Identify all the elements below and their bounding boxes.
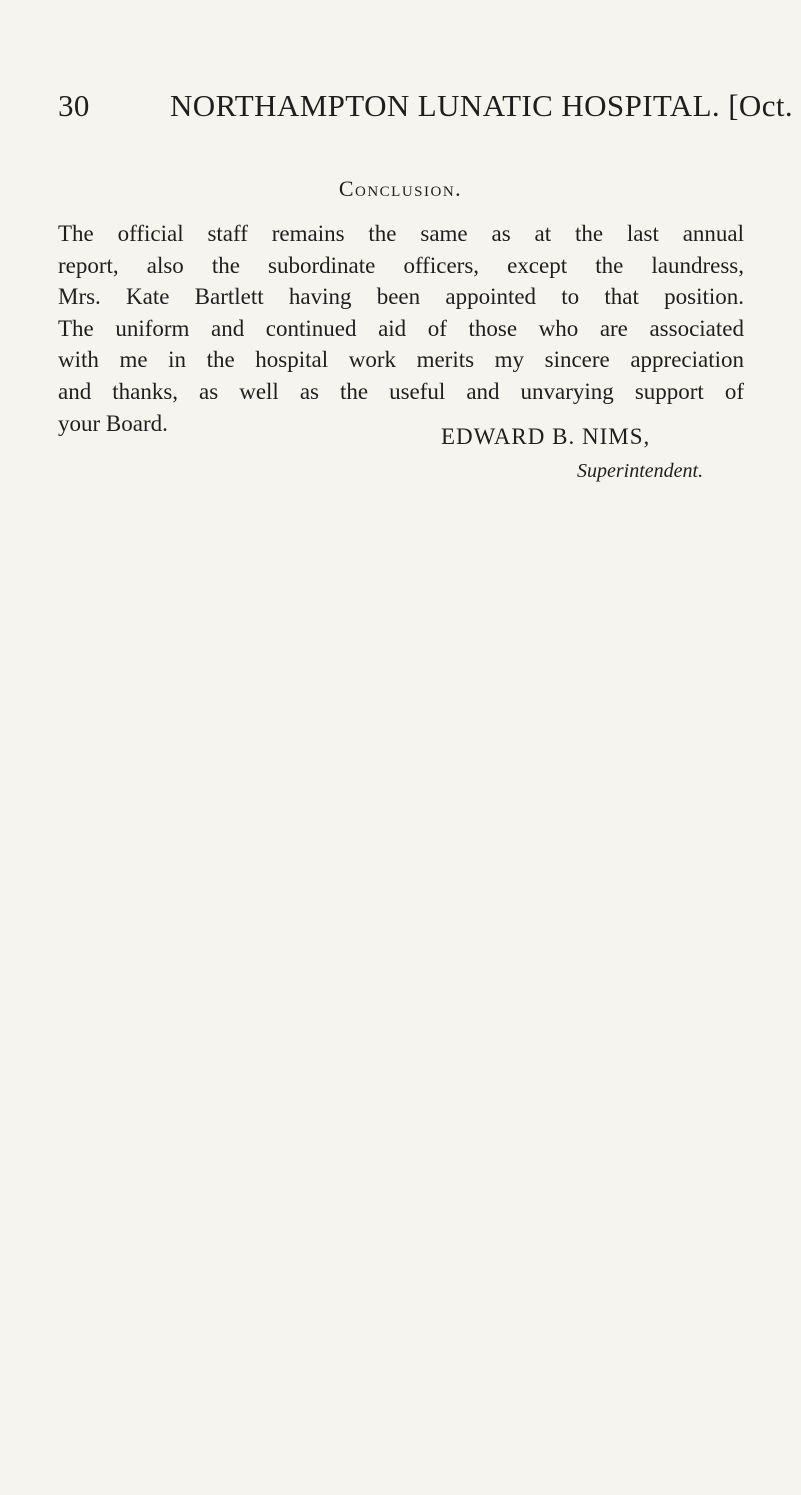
paragraph-line: The official staff remains the same as at the last annual xyxy=(58,221,744,246)
paragraph-line: Mrs. Kate Bartlett having been appointed to that position. xyxy=(58,284,744,310)
body-paragraph xyxy=(58,218,744,439)
running-head xyxy=(58,88,794,132)
paragraph-line: and thanks, as well as the useful and unvarying support of xyxy=(58,378,744,404)
section-heading: Conclusion. xyxy=(338,176,463,201)
signature-name: EDWARD B. NIMS, xyxy=(441,424,651,449)
paragraph-line: report, also the subordinate officers, except the laundress, xyxy=(58,252,744,278)
running-title: NORTHAMPTON LUNATIC HOSPITAL. [Oct. xyxy=(170,88,794,123)
signature-title: Superintendent. xyxy=(577,460,704,482)
page-number: 30 xyxy=(58,88,90,123)
paragraph-line: The uniform and continued aid of those who are associated xyxy=(58,315,744,341)
paragraph-line: your Board. xyxy=(58,410,168,436)
paragraph-line: with me in the hospital work merits my sincere appreciation xyxy=(58,347,744,373)
